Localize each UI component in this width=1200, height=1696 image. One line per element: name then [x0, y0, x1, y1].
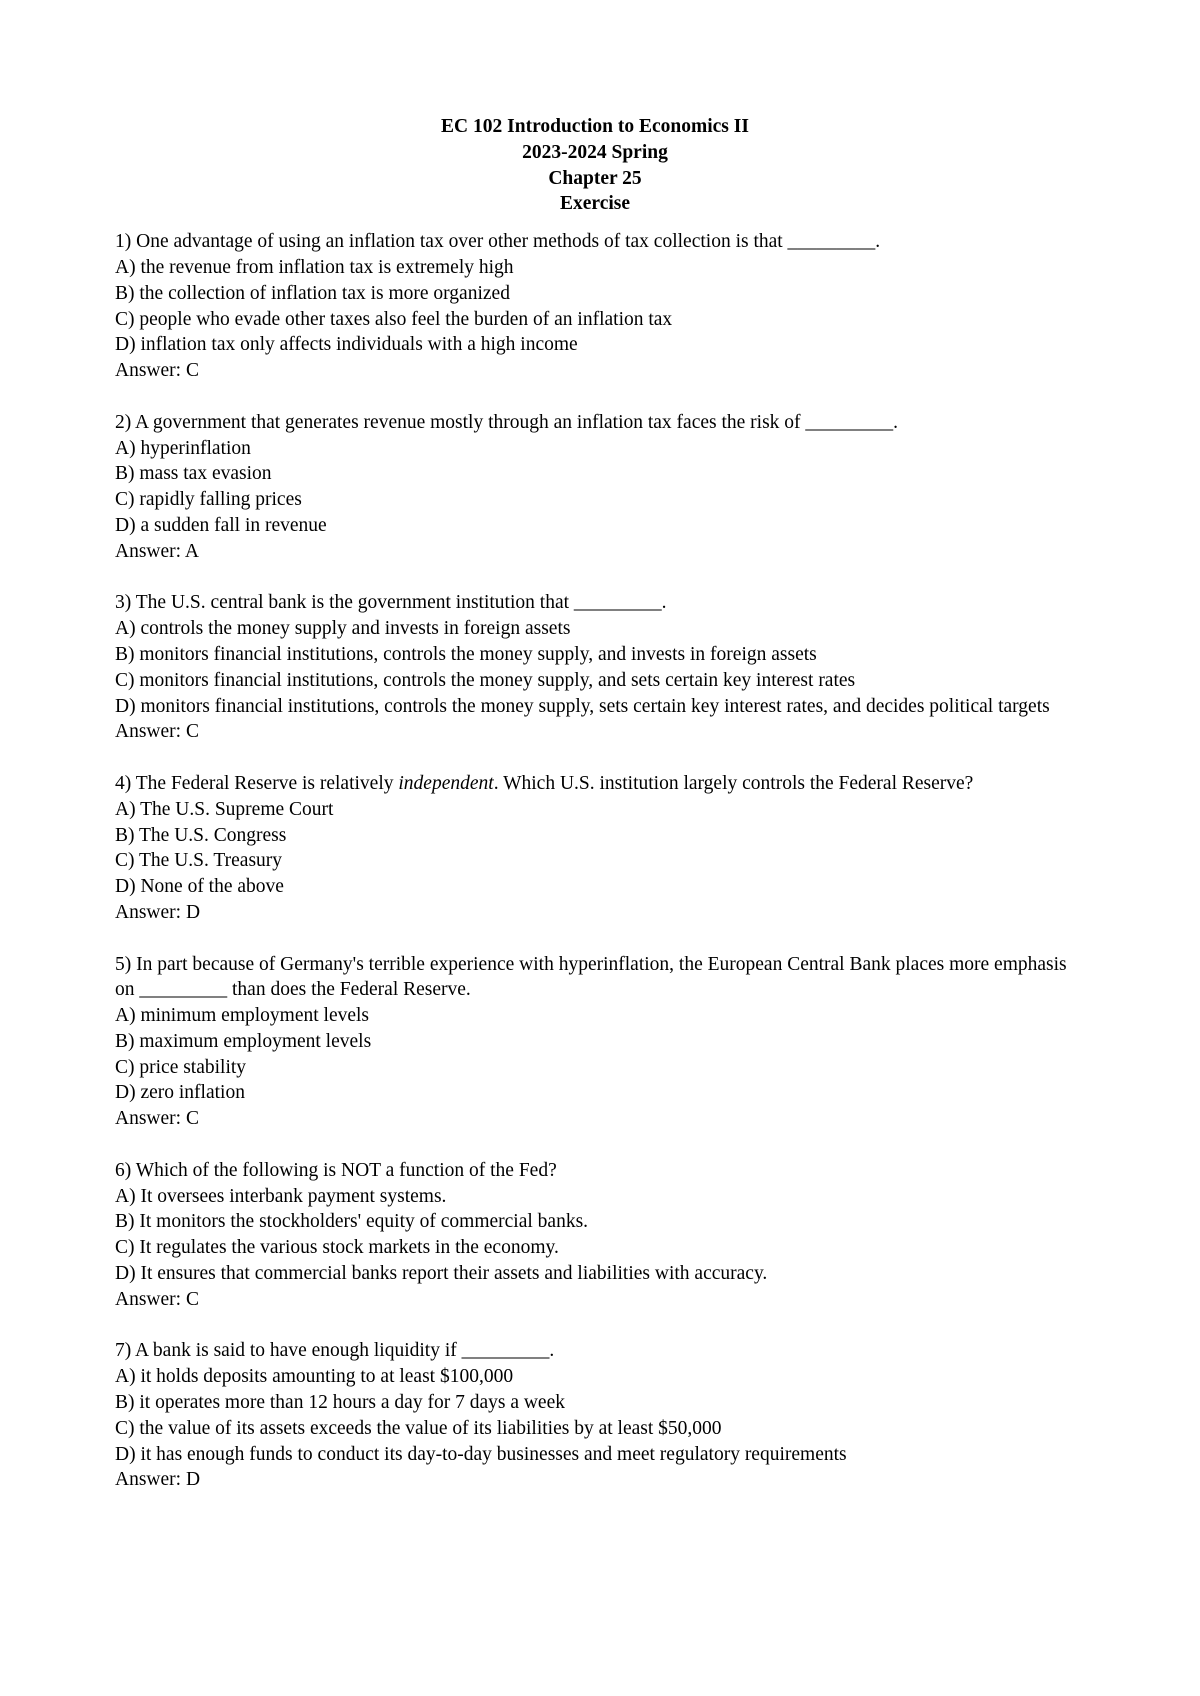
question-2 [115, 410, 1075, 565]
option-c: C) monitors financial institutions, controls the money supply, and sets certain key interest rates [115, 669, 856, 691]
question-5 [115, 952, 1075, 1133]
question-stem: 7) A bank is said to have enough liquidity if _________. [115, 1340, 555, 1362]
option-c: C) price stability [115, 1056, 247, 1078]
answer-line: Answer: C [115, 721, 199, 743]
question-stem: 2) A government that generates revenue mostly through an inflation tax faces the risk of _________. [115, 411, 899, 433]
answer-line: Answer: D [115, 901, 201, 923]
answer-line: Answer: D [115, 1469, 201, 1491]
option-c: C) people who evade other taxes also feel the burden of an inflation tax [115, 308, 673, 330]
option-c: C) The U.S. Treasury [115, 850, 283, 872]
answer-line: Answer: C [115, 360, 199, 382]
option-b: B) the collection of inflation tax is more organized [115, 282, 510, 304]
question-6 [115, 1158, 1075, 1313]
option-b: B) The U.S. Congress [115, 824, 287, 846]
option-b: B) maximum employment levels [115, 1030, 372, 1052]
course-title: EC 102 Introduction to Economics II [441, 116, 749, 137]
option-d: D) It ensures that commercial banks report their assets and liabilities with accuracy. [115, 1263, 768, 1285]
stem-text-after: . Which U.S. institution largely controls the Federal Reserve? [493, 772, 974, 794]
question-stem: 1) One advantage of using an inflation tax over other methods of tax collection is that _________. [115, 231, 881, 253]
question-3 [115, 590, 1075, 745]
question-stem: 6) Which of the following is NOT a function of the Fed? [115, 1159, 557, 1181]
section-label: Exercise [559, 193, 631, 215]
stem-emphasis: independent [398, 772, 494, 794]
stem-text-before: 4) The Federal Reserve is relatively [115, 772, 399, 794]
option-b: B) It monitors the stockholders' equity of commercial banks. [115, 1211, 589, 1233]
term-label: 2023-2024 Spring [522, 141, 668, 163]
option-d: D) it has enough funds to conduct its day-to-day businesses and meet regulatory requirements [115, 1443, 847, 1465]
option-b: B) it operates more than 12 hours a day for 7 days a week [115, 1392, 565, 1414]
option-d: D) zero inflation [115, 1082, 245, 1104]
question-stem: 3) The U.S. central bank is the government institution that _________. [115, 592, 667, 614]
answer-line: Answer: A [115, 540, 199, 562]
option-d: D) None of the above [115, 876, 284, 898]
option-d: D) a sudden fall in revenue [115, 514, 327, 536]
question-stem: 5) In part because of Germany's terrible experience with hyperinflation, the European Central Bank places more emphasis on _________ than does the Federal Reserve. [115, 953, 1067, 1001]
chapter-label: Chapter 25 [548, 167, 642, 189]
option-b: B) mass tax evasion [115, 463, 272, 485]
option-b: B) monitors financial institutions, controls the money supply, and invests in foreign assets [115, 643, 817, 665]
option-c: C) rapidly falling prices [115, 489, 302, 511]
option-a: A) hyperinflation [115, 437, 251, 459]
option-a: A) controls the money supply and invests in foreign assets [115, 618, 571, 640]
answer-line: Answer: C [115, 1108, 199, 1130]
option-c: C) It regulates the various stock markets in the economy. [115, 1237, 559, 1259]
option-d: D) inflation tax only affects individuals with a high income [115, 334, 578, 356]
option-a: A) minimum employment levels [115, 1005, 370, 1027]
option-a: A) it holds deposits amounting to at least $100,000 [115, 1366, 514, 1388]
question-4 [115, 771, 1075, 926]
question-1 [115, 229, 1075, 384]
option-d: D) monitors financial institutions, controls the money supply, sets certain key interest rates, and decides political targets [115, 695, 1050, 717]
answer-line: Answer: C [115, 1288, 199, 1310]
option-a: A) The U.S. Supreme Court [115, 798, 334, 820]
option-a: A) It oversees interbank payment systems. [115, 1185, 447, 1207]
document-header [115, 114, 1075, 217]
option-a: A) the revenue from inflation tax is extremely high [115, 256, 514, 278]
question-7 [115, 1338, 1075, 1493]
question-stem [115, 771, 1075, 797]
option-c: C) the value of its assets exceeds the value of its liabilities by at least $50,000 [115, 1417, 722, 1439]
exercise-document [115, 114, 1075, 1519]
